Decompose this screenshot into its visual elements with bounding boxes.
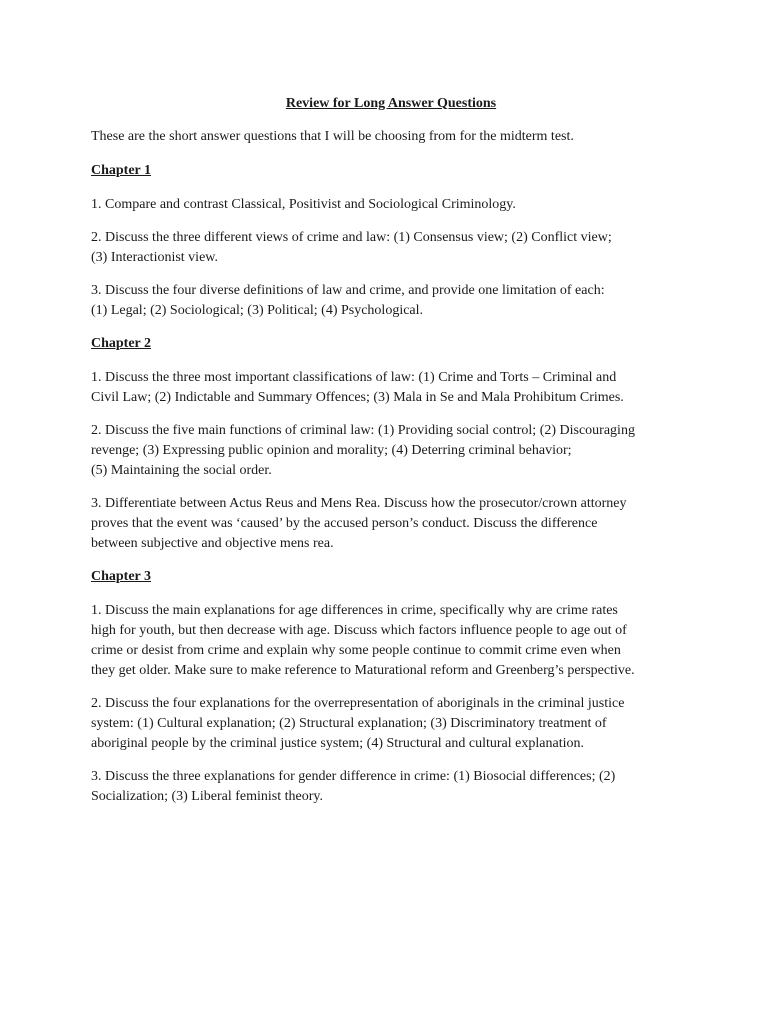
chapter-section (91, 567, 691, 807)
chapters-container (91, 161, 691, 807)
question-line: revenge; (3) Expressing public opinion and morality; (4) Deterring criminal behavior; (91, 443, 572, 458)
question-line: 1. Discuss the main explanations for age differences in crime, specifically why are crime rates (91, 603, 618, 618)
question-item (91, 368, 691, 408)
question-line: crime or desist from crime and explain why some people continue to commit crime even when (91, 643, 621, 658)
question-item (91, 421, 691, 481)
question-item (91, 494, 691, 554)
question-line: 3. Discuss the three explanations for gender difference in crime: (1) Biosocial differences; (2) (91, 769, 616, 784)
question-line: 2. Discuss the four explanations for the overrepresentation of aboriginals in the criminal justice (91, 696, 625, 711)
question-line: they get older. Make sure to make reference to Maturational reform and Greenberg’s perspective. (91, 663, 635, 678)
question-item (91, 281, 691, 321)
intro-paragraph: These are the short answer questions that I will be choosing from for the midterm test. (91, 129, 574, 144)
document-content (91, 94, 691, 820)
question-line: Civil Law; (2) Indictable and Summary Offences; (3) Mala in Se and Mala Prohibitum Crimes. (91, 390, 624, 405)
question-line: 3. Discuss the four diverse definitions of law and crime, and provide one limitation of each: (91, 283, 605, 298)
question-line: (3) Interactionist view. (91, 250, 218, 265)
chapter-heading: Chapter 1 (91, 163, 152, 178)
question-line: aboriginal people by the criminal justice system; (4) Structural and cultural explanation. (91, 736, 584, 751)
question-line: proves that the event was ‘caused’ by the accused person’s conduct. Discuss the difference (91, 516, 598, 531)
question-item (91, 767, 691, 807)
document-title: Review for Long Answer Questions (285, 96, 497, 111)
question-line: 2. Discuss the five main functions of criminal law: (1) Providing social control; (2) Discouraging (91, 423, 635, 438)
question-line: 3. Differentiate between Actus Reus and Mens Rea. Discuss how the prosecutor/crown attorney (91, 496, 627, 511)
question-line: Socialization; (3) Liberal feminist theory. (91, 789, 323, 804)
question-item (91, 195, 691, 215)
question-line: 1. Compare and contrast Classical, Positivist and Sociological Criminology. (91, 197, 516, 212)
question-line: (5) Maintaining the social order. (91, 463, 272, 478)
question-item (91, 694, 691, 754)
chapter-heading: Chapter 3 (91, 569, 152, 584)
chapter-heading: Chapter 2 (91, 336, 152, 351)
question-line: system: (1) Cultural explanation; (2) Structural explanation; (3) Discriminatory treatment of (91, 716, 607, 731)
question-line: (1) Legal; (2) Sociological; (3) Political; (4) Psychological. (91, 303, 424, 318)
chapter-section (91, 161, 691, 321)
question-line: high for youth, but then decrease with age. Discuss which factors influence people to age out of (91, 623, 627, 638)
question-line: between subjective and objective mens rea. (91, 536, 334, 551)
question-line: 2. Discuss the three different views of crime and law: (1) Consensus view; (2) Conflict view; (91, 230, 612, 245)
question-item (91, 228, 691, 268)
chapter-section (91, 334, 691, 554)
question-line: 1. Discuss the three most important classifications of law: (1) Crime and Torts – Criminal and (91, 370, 617, 385)
question-item (91, 601, 691, 681)
